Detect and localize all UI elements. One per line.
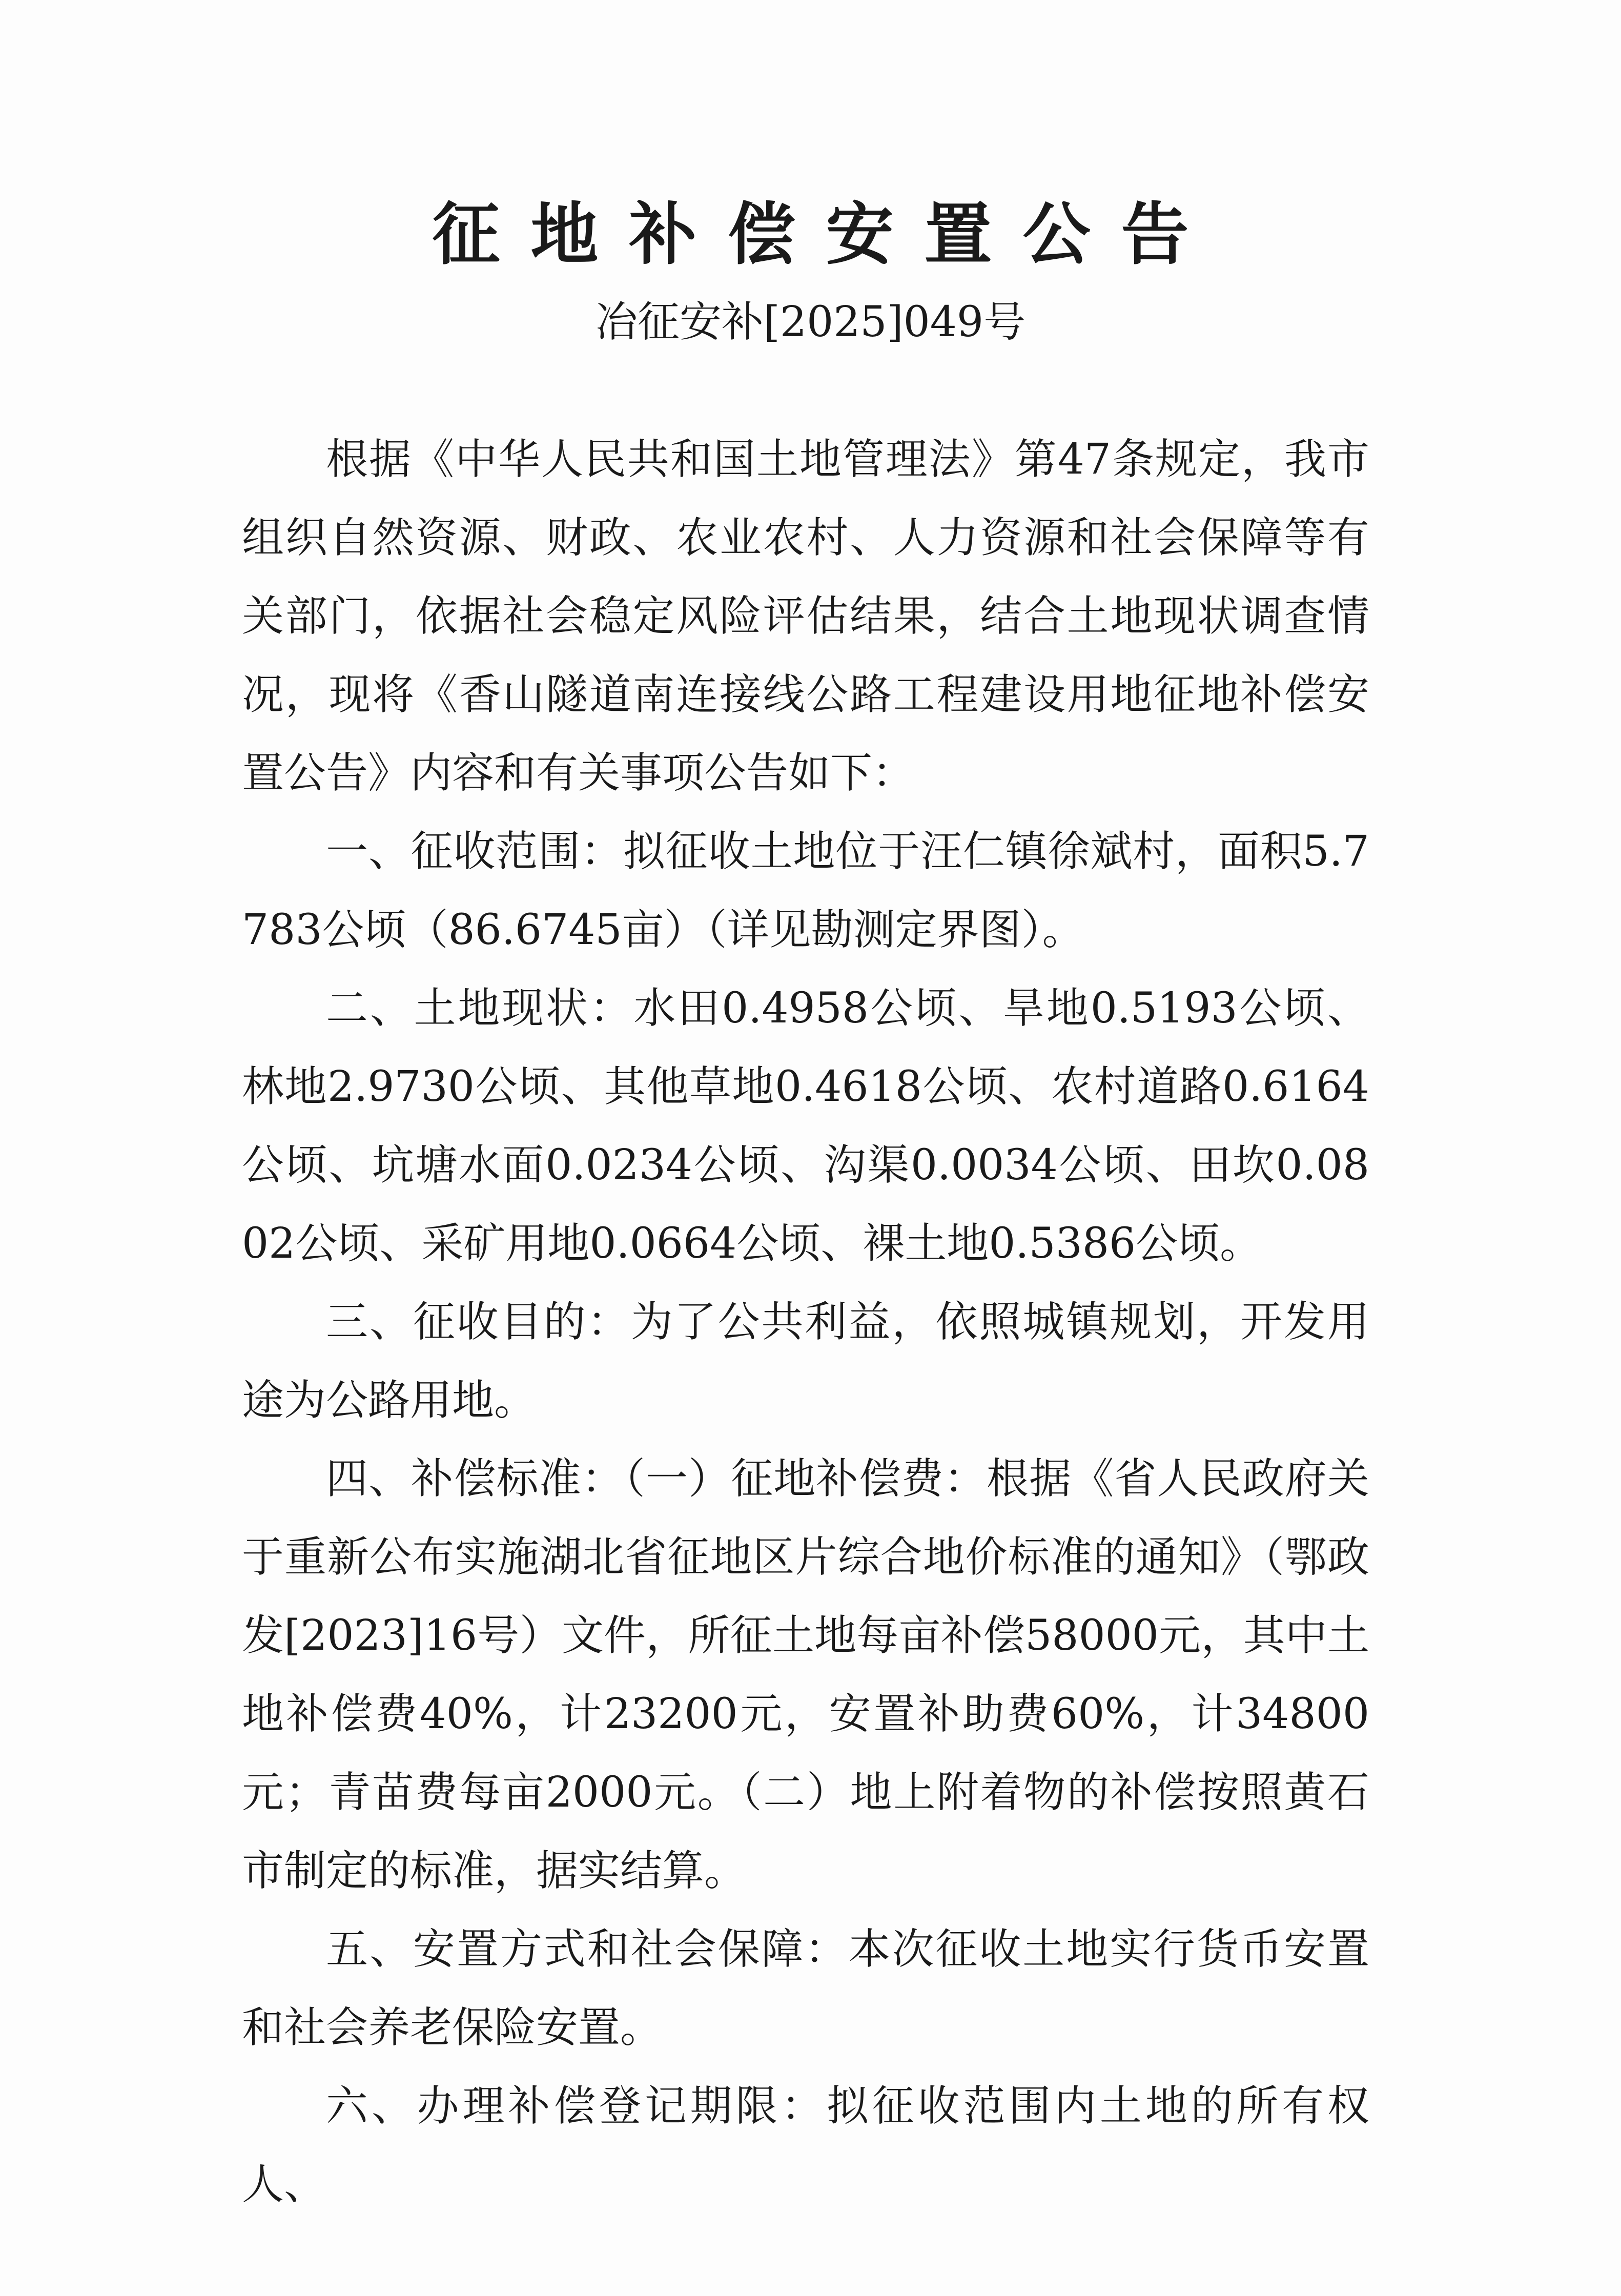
paragraph-land-status: 二、土地现状：水田0.4958公顷、旱地0.5193公顷、林地2.9730公顷、其他草地0.4618公顷、农村道路0.6164公顷、坑塘水面0.0234公顷、沟渠0.0034公顷、田坎0.0802公顷、采矿用地0.0664公顷、裸土地0.5386公顷。	[242, 984, 1369, 1268]
document-title: 征地补偿安置公告	[432, 195, 1220, 274]
document-body	[242, 420, 1369, 2224]
paragraph-purpose: 三、征收目的：为了公共利益，依照城镇规划，开发用途为公路用地。	[242, 1298, 1369, 1425]
paragraph-compensation: 四、补偿标准：（一）征地补偿费：根据《省人民政府关于重新公布实施湖北省征地区片综合地价标准的通知》（鄂政发[2023]16号）文件，所征土地每亩补偿58000元，其中土地补偿费40%，计23200元，安置补助费60%，计34800元；青苗费每亩2000元。（二）地上附着物的补偿按照黄石市制定的标准，据实结算。	[242, 1454, 1369, 1895]
paragraph-registration: 六、办理补偿登记期限：拟征收范围内土地的所有权人、	[242, 2082, 1369, 2209]
paragraph-resettlement: 五、安置方式和社会保障：本次征收土地实行货币安置和社会养老保险安置。	[242, 1925, 1369, 2052]
document-number: 冶征安补[2025]049号	[595, 298, 1026, 346]
paragraph-scope: 一、征收范围：拟征收土地位于汪仁镇徐斌村，面积5.7783公顷（86.6745亩）（详见勘测定界图）。	[242, 827, 1369, 954]
paragraph-intro: 根据《中华人民共和国土地管理法》第47条规定，我市组织自然资源、财政、农业农村、人力资源和社会保障等有关部门，依据社会稳定风险评估结果，结合土地现状调查情况，现将《香山隧道南连接线公路工程建设用地征地补偿安置公告》内容和有关事项公告如下：	[242, 435, 1369, 797]
